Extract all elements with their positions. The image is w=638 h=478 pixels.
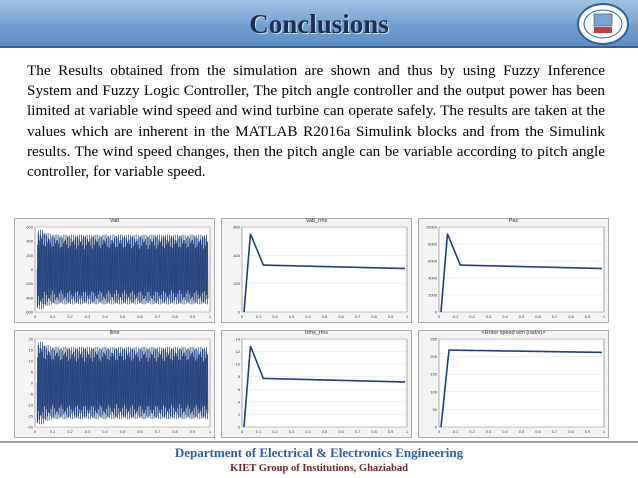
x-tick-label: 0.9 [189, 429, 196, 434]
x-tick-label: 0.5 [321, 314, 328, 319]
y-tick-label: -5 [29, 391, 33, 397]
x-tick-label: 0.1 [452, 429, 459, 434]
x-tick-label: 0 [437, 429, 441, 434]
x-tick-label: 0.6 [535, 429, 541, 434]
x-tick-label: 1 [405, 314, 409, 319]
x-tick-label: 1 [405, 429, 409, 434]
x-tick-label: 0.4 [102, 429, 108, 434]
y-tick-label: 12 [235, 349, 240, 355]
x-tick-label: 0.7 [551, 429, 558, 434]
plot-iline [14, 330, 215, 438]
x-tick-label: 0.2 [272, 314, 278, 319]
x-tick-label: 0.2 [67, 429, 73, 434]
y-tick-label: 250 [430, 336, 437, 342]
y-tick-label: 8 [237, 374, 240, 380]
y-tick-label: 400 [233, 252, 240, 258]
y-tick-label: 400 [26, 238, 33, 244]
x-tick-label: 0.2 [469, 314, 475, 319]
slide-title: Conclusions [249, 9, 389, 39]
plot-canvas [419, 219, 608, 322]
plot-irms [221, 330, 412, 438]
conclusion-paragraph: The Results obtained from the simulation are shown and thus by using Fuzzy Inference System and Fuzzy Logic Controller, The pitch angle controller and the output power has been limited at variable wind speed and wind turbine can operate safely. The results are taken at the values which are inherent in the MATLAB R2016a Simulink blocks and from the Simulink results. The wind speed changes, then the pitch angle can be variable according to pitch angle controller, for variable speed. [27, 62, 605, 181]
x-tick-label: 0.4 [502, 429, 508, 434]
y-tick-label: 6000 [428, 258, 437, 264]
y-tick-label: 6 [237, 386, 240, 392]
x-tick-label: 0.4 [102, 314, 108, 319]
plot-title: Pac [508, 218, 519, 224]
footer-divider [0, 441, 638, 443]
x-tick-label: 0.5 [518, 429, 525, 434]
x-tick-label: 0.8 [371, 429, 377, 434]
x-tick-label: 0.3 [84, 429, 91, 434]
x-tick-label: 0.9 [387, 314, 394, 319]
y-tick-label: 20 [28, 336, 33, 342]
x-tick-label: 0 [240, 429, 244, 434]
x-tick-label: 0.7 [354, 314, 361, 319]
x-tick-label: 0.5 [518, 314, 525, 319]
y-tick-label: 200 [233, 281, 240, 287]
x-tick-label: 0.5 [119, 314, 126, 319]
plot-canvas [15, 331, 214, 437]
y-tick-label: 0 [30, 267, 33, 272]
y-tick-label: 10 [235, 361, 240, 367]
x-tick-label: 0.2 [67, 314, 73, 319]
plot-canvas [419, 331, 608, 437]
x-tick-label: 0.3 [288, 314, 295, 319]
x-tick-label: 0.1 [452, 314, 459, 319]
x-tick-label: 0.4 [305, 429, 311, 434]
y-tick-label: 4 [237, 399, 240, 405]
x-tick-label: 0.4 [502, 314, 508, 319]
plot-canvas [15, 219, 214, 322]
x-tick-label: 0.2 [469, 429, 475, 434]
plot-title: Irms_rms [305, 330, 328, 336]
y-tick-label: 10 [28, 358, 33, 364]
x-tick-label: 0.1 [49, 429, 56, 434]
y-tick-label: 150 [430, 371, 437, 377]
x-tick-label: 0.6 [338, 429, 344, 434]
x-tick-label: 0.6 [338, 314, 344, 319]
y-tick-label: 4000 [428, 275, 437, 281]
plot-rotor-speed [418, 330, 609, 438]
x-tick-label: 0.6 [137, 314, 143, 319]
x-tick-label: 0 [33, 314, 37, 319]
x-tick-label: 0.6 [137, 429, 143, 434]
y-tick-label: 50 [432, 406, 437, 412]
x-tick-label: 1 [208, 314, 212, 319]
plot-title: Iline [109, 330, 120, 336]
y-tick-label: 0 [237, 424, 240, 430]
y-tick-label: 8000 [428, 241, 437, 247]
x-tick-label: 0.1 [255, 429, 262, 434]
y-tick-label: 14 [235, 336, 240, 342]
y-tick-label: 2 [237, 411, 240, 417]
y-tick-label: 15 [28, 347, 33, 353]
x-tick-label: 0.1 [49, 314, 56, 319]
x-tick-label: 0.7 [154, 314, 161, 319]
x-tick-label: 0.9 [584, 429, 591, 434]
x-tick-label: 0.9 [189, 314, 196, 319]
plot-vab [14, 218, 215, 323]
footer-institute: KIET Group of Institutions, Ghaziabad [230, 463, 408, 474]
x-tick-label: 0.1 [255, 314, 262, 319]
x-tick-label: 0.9 [387, 429, 394, 434]
x-tick-label: 0.3 [485, 314, 492, 319]
y-tick-label: 2000 [428, 292, 437, 298]
y-tick-label: -600 [24, 309, 33, 315]
x-tick-label: 0.7 [551, 314, 558, 319]
plot-pac [418, 218, 609, 323]
plot-title: <Rotor speed wm (rad/s)> [481, 330, 546, 336]
simulation-plots [0, 214, 638, 438]
y-tick-label: 800 [233, 224, 240, 230]
y-tick-label: 0 [237, 309, 240, 315]
x-tick-label: 0.5 [321, 429, 328, 434]
x-tick-label: 1 [602, 429, 606, 434]
y-tick-label: 600 [26, 224, 33, 230]
plot-canvas [222, 219, 411, 322]
plot-title: Vab [109, 218, 120, 224]
x-tick-label: 0.4 [305, 314, 311, 319]
x-tick-label: 0.8 [568, 314, 574, 319]
x-tick-label: 0.2 [272, 429, 278, 434]
x-tick-label: 0.3 [84, 314, 91, 319]
x-tick-label: 0.5 [119, 429, 126, 434]
y-tick-label: 0 [30, 380, 33, 386]
x-tick-label: 0 [240, 314, 244, 319]
kiet-logo [574, 2, 632, 46]
x-tick-label: 0.3 [485, 429, 492, 434]
y-tick-label: 0 [434, 424, 437, 430]
y-tick-label: 200 [430, 354, 437, 360]
plot-vab-rms [221, 218, 412, 323]
y-tick-label: 100 [430, 389, 437, 395]
x-tick-label: 1 [602, 314, 606, 319]
x-tick-label: 0.7 [354, 429, 361, 434]
x-tick-label: 0.9 [584, 314, 591, 319]
x-tick-label: 0.8 [371, 314, 377, 319]
y-tick-label: -10 [27, 402, 33, 408]
y-tick-label: -15 [27, 413, 33, 419]
x-tick-label: 0.6 [535, 314, 541, 319]
footer-department: Department of Electrical & Electronics Engineering [174, 445, 464, 460]
x-tick-label: 0.7 [154, 429, 161, 434]
y-tick-label: 0 [434, 309, 437, 315]
x-tick-label: 0.8 [568, 429, 574, 434]
plot-title: Vab_rms [305, 218, 328, 224]
x-tick-label: 1 [208, 429, 212, 434]
y-tick-label: 5 [30, 369, 33, 375]
y-tick-label: -400 [24, 295, 33, 301]
x-tick-label: 0.8 [172, 314, 178, 319]
x-tick-label: 0.3 [288, 429, 295, 434]
x-tick-label: 0 [437, 314, 441, 319]
y-tick-label: 200 [26, 252, 33, 258]
y-tick-label: -20 [27, 424, 33, 430]
x-tick-label: 0 [33, 429, 37, 434]
y-tick-label: 10000 [425, 224, 437, 230]
x-tick-label: 0.8 [172, 429, 178, 434]
y-tick-label: -200 [24, 281, 33, 287]
plot-canvas [222, 331, 411, 437]
